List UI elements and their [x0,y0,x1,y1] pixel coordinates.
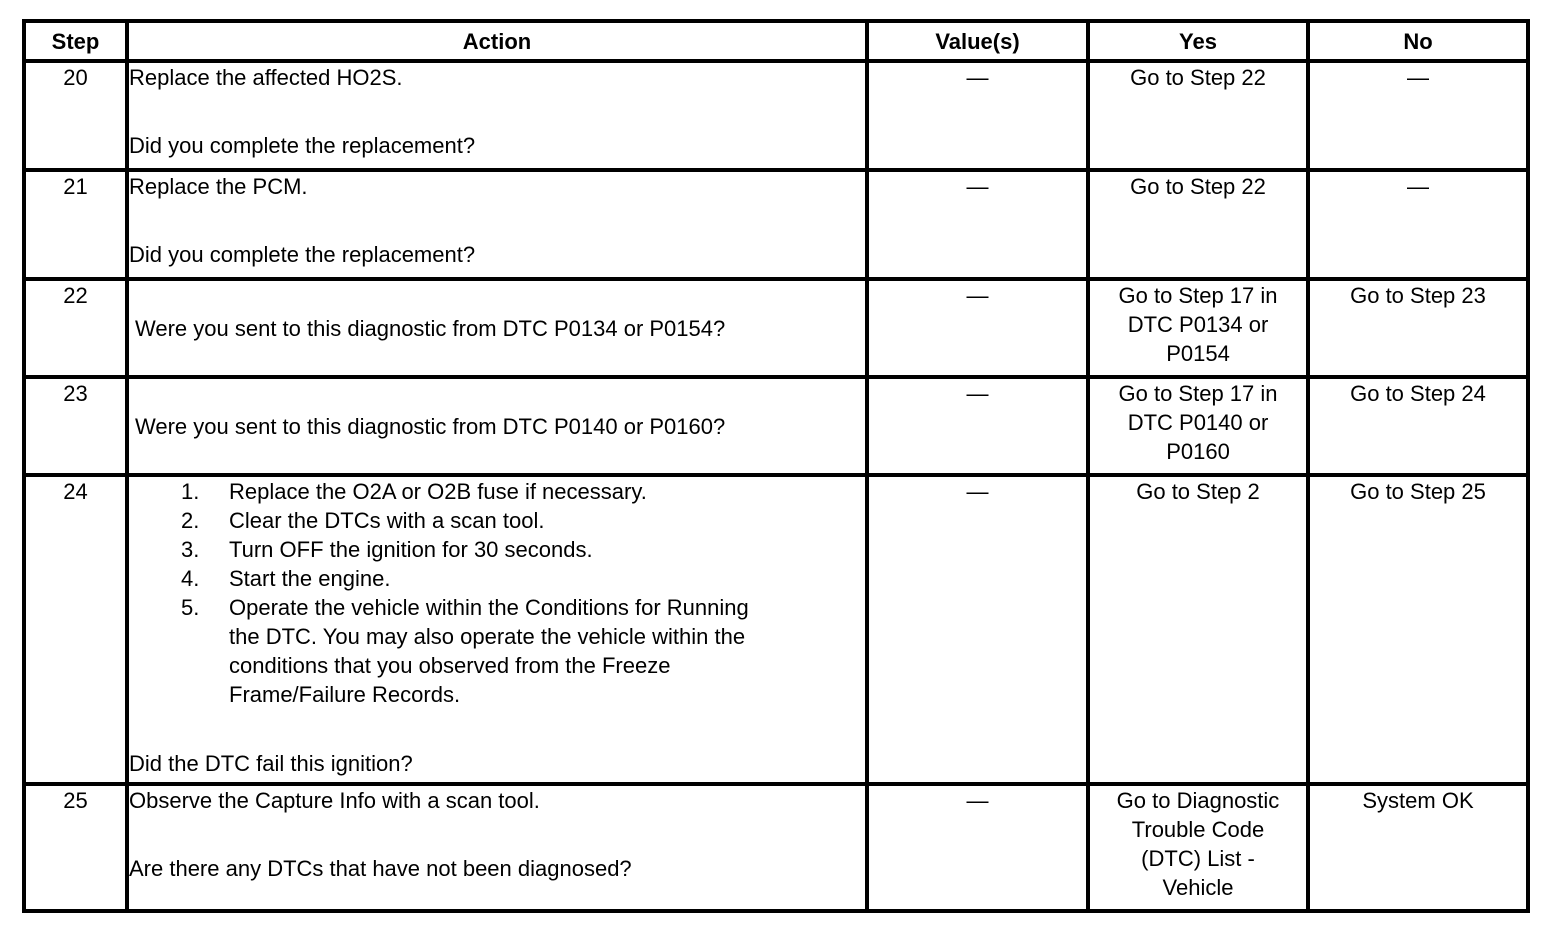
table-row [24,170,1528,279]
yes-cell: Go to Step 22 [1088,170,1308,279]
yes-line: P0154 [1166,341,1230,366]
header-row [24,21,1528,61]
value-cell: — [867,784,1088,911]
yes-cell: Go to Step 22 [1088,61,1308,170]
diagnostic-table [22,19,1530,913]
step-number: 21 [24,170,127,279]
procedure-step [181,593,865,709]
no-cell: — [1308,61,1528,170]
table-row [24,377,1528,475]
yes-cell: Go to Step 2 [1088,475,1308,784]
yes-cell [1088,377,1308,475]
yes-cell [1088,784,1308,911]
procedure-step [181,564,865,593]
table-row [24,784,1528,911]
procedure-step [181,535,865,564]
action-question: Did you complete the replacement? [129,133,476,158]
procedure-step-text: conditions that you observed from the Freeze [229,653,671,678]
step-number: 20 [24,61,127,170]
no-cell: Go to Step 25 [1308,475,1528,784]
procedure-step-number: 2. [181,508,200,533]
value-cell: — [867,475,1088,784]
table-row [24,279,1528,377]
procedure-step-number: 1. [181,479,200,504]
no-cell: — [1308,170,1528,279]
value-cell: — [867,61,1088,170]
procedure-step-text: Turn OFF the ignition for 30 seconds. [229,537,593,562]
value-cell: — [867,377,1088,475]
header-no: No [1308,21,1528,61]
procedure-step-number: 3. [181,537,200,562]
action-question: Were you sent to this diagnostic from DTC P0140 or P0160? [127,377,867,475]
action-instruction: Replace the affected HO2S. [129,65,403,90]
action-instruction: Replace the PCM. [129,174,308,199]
header-action: Action [127,21,867,61]
action-question: Did you complete the replacement? [129,242,476,267]
no-cell: Go to Step 24 [1308,377,1528,475]
yes-line: Vehicle [1162,875,1234,900]
procedure-step [181,506,865,535]
step-number: 22 [24,279,127,377]
action-cell [127,170,867,279]
header-yes: Yes [1088,21,1308,61]
procedure-step-number: 4. [181,566,200,591]
step-number: 23 [24,377,127,475]
yes-line: P0160 [1166,439,1230,464]
step-number: 24 [24,475,127,784]
header-step: Step [24,21,127,61]
yes-line: Go to Diagnostic [1116,788,1280,813]
no-cell: Go to Step 23 [1308,279,1528,377]
procedure-step-text: Replace the O2A or O2B fuse if necessary. [229,479,647,504]
procedure-list [129,477,865,709]
action-instruction: Observe the Capture Info with a scan tool. [129,788,540,813]
no-cell: System OK [1308,784,1528,911]
action-cell [127,475,867,784]
yes-line: Go to Step 17 in [1118,381,1278,406]
action-question: Did the DTC fail this ignition? [129,751,413,776]
value-cell: — [867,170,1088,279]
procedure-step-text: the DTC. You may also operate the vehicle within the [229,624,746,649]
table-row [24,475,1528,784]
procedure-step-text: Frame/Failure Records. [229,682,461,707]
table-row [24,61,1528,170]
action-question: Are there any DTCs that have not been diagnosed? [129,856,632,881]
yes-line: Go to Step 17 in [1118,283,1278,308]
procedure-step-number: 5. [181,595,200,620]
procedure-step-text: Clear the DTCs with a scan tool. [229,508,545,533]
yes-line: DTC P0140 or [1127,410,1269,435]
step-number: 25 [24,784,127,911]
yes-line: Trouble Code [1131,817,1265,842]
action-cell [127,61,867,170]
action-question: Were you sent to this diagnostic from DTC P0134 or P0154? [127,279,867,377]
yes-line: DTC P0134 or [1127,312,1269,337]
procedure-step-text: Operate the vehicle within the Conditions for Running [229,595,749,620]
header-values: Value(s) [867,21,1088,61]
action-cell [127,784,867,911]
value-cell: — [867,279,1088,377]
procedure-step [181,477,865,506]
yes-line: (DTC) List - [1141,846,1255,871]
procedure-step-text: Start the engine. [229,566,391,591]
yes-cell [1088,279,1308,377]
